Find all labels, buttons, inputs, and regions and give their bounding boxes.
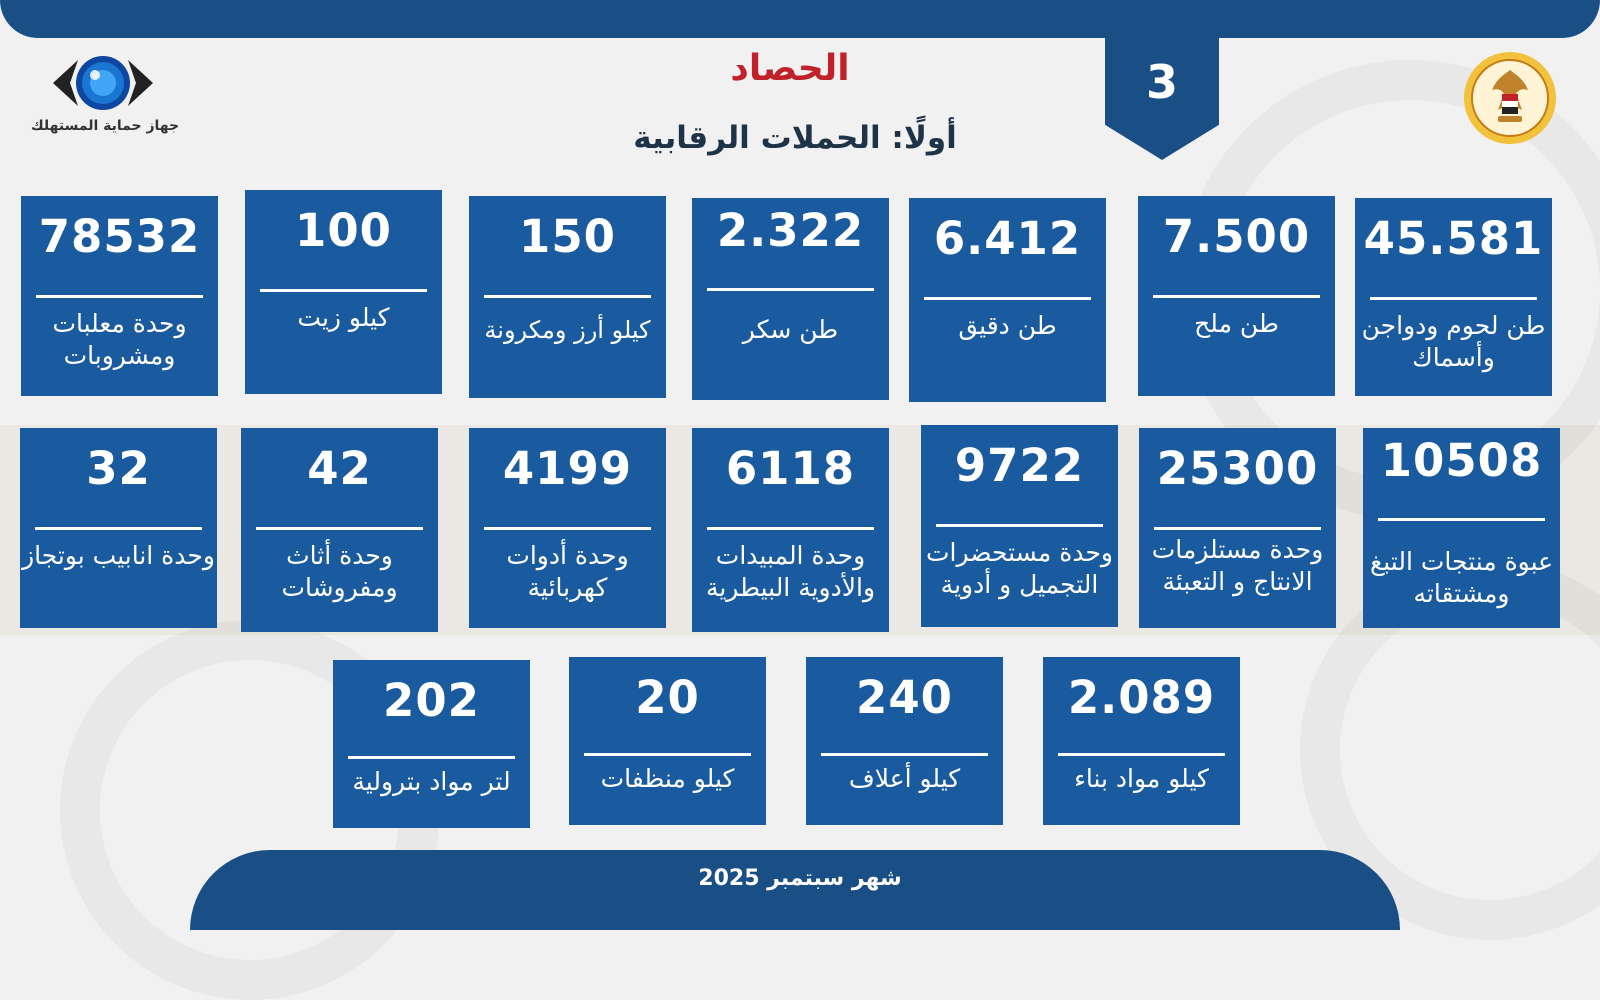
stat-label: طن لحوم ودواجن وأسماك xyxy=(1361,311,1546,372)
stat-value: 42 xyxy=(307,442,372,495)
stat-divider xyxy=(1378,518,1545,521)
stat-label: كيلو مواد بناء xyxy=(1074,764,1209,793)
stat-value: 9722 xyxy=(954,439,1085,492)
stat-card-cosmetics xyxy=(921,425,1118,627)
stat-value: 6118 xyxy=(725,442,856,495)
stat-value: 6.412 xyxy=(933,212,1082,265)
stat-divider xyxy=(821,753,988,756)
stat-value: 4199 xyxy=(502,442,633,495)
stat-card-salt xyxy=(1138,196,1335,396)
stat-divider xyxy=(1370,297,1537,300)
stat-label: وحدة مستحضرات التجميل و أدوية xyxy=(925,538,1114,599)
stat-label: طن دقيق xyxy=(958,311,1057,340)
stat-divider xyxy=(924,297,1091,300)
stat-card-pesticides xyxy=(692,428,889,632)
stat-value: 25300 xyxy=(1156,442,1319,495)
stat-value: 202 xyxy=(383,674,480,727)
consumer-protection-logo xyxy=(20,48,190,143)
page-number: 3 xyxy=(1145,55,1178,109)
stat-label: كيلو زيت xyxy=(297,303,390,332)
page-subtitle: أولًا: الحملات الرقابية xyxy=(633,120,957,156)
organization-name: جهاز حماية المستهلك xyxy=(30,118,180,134)
eye-icon xyxy=(48,48,158,118)
stat-divider xyxy=(484,527,651,530)
stat-value: 150 xyxy=(519,210,616,263)
stat-card-rice-pasta xyxy=(469,196,666,398)
stat-value: 240 xyxy=(856,671,953,724)
stat-value: 7.500 xyxy=(1162,210,1311,263)
stat-label: كيلو أرز ومكرونة xyxy=(484,316,651,344)
stat-card-detergents xyxy=(569,657,766,825)
stat-card-production-supplies xyxy=(1139,428,1336,628)
stat-label: كيلو منظفات xyxy=(600,764,735,793)
stat-card-building-materials xyxy=(1043,657,1240,825)
stat-label: وحدة انابيب بوتجاز xyxy=(22,541,215,570)
stat-divider xyxy=(348,756,515,759)
stat-card-flour xyxy=(909,198,1106,402)
stat-divider xyxy=(707,527,874,530)
stat-card-electrical xyxy=(469,428,666,628)
stat-card-gas-cylinders xyxy=(20,428,217,628)
stat-label: عبوة منتجات التبغ ومشتقاته xyxy=(1369,547,1554,608)
stat-divider xyxy=(1154,527,1321,530)
stat-card-tobacco xyxy=(1363,428,1560,628)
stat-card-furniture xyxy=(241,428,438,632)
stat-divider xyxy=(584,753,751,756)
stat-label: طن ملح xyxy=(1194,309,1279,338)
stat-label: وحدة أثاث ومفروشات xyxy=(281,541,398,602)
stat-divider xyxy=(256,527,423,530)
stat-divider xyxy=(1058,753,1225,756)
stat-card-canned-drinks xyxy=(21,196,218,396)
stat-divider xyxy=(1153,295,1320,298)
stat-divider xyxy=(35,527,202,530)
stat-label: وحدة مستلزمات الانتاج و التعبئة xyxy=(1151,535,1324,596)
stat-label: كيلو أعلاف xyxy=(848,764,961,793)
stat-card-sugar xyxy=(692,198,889,400)
stat-divider xyxy=(707,288,874,291)
stat-value: 32 xyxy=(86,442,151,495)
stat-value: 45.581 xyxy=(1363,212,1544,265)
stat-label: وحدة أدوات كهربائية xyxy=(506,541,629,602)
stat-value: 100 xyxy=(295,204,392,257)
footer-period: شهر سبتمبر 2025 xyxy=(698,866,902,891)
stat-value: 20 xyxy=(635,671,700,724)
stat-card-meat xyxy=(1355,198,1552,396)
stat-divider xyxy=(484,295,651,298)
stat-value: 78532 xyxy=(38,210,201,263)
stat-value: 2.322 xyxy=(716,204,865,257)
page-title: الحصاد xyxy=(730,48,850,89)
stat-divider xyxy=(36,295,203,298)
stat-value: 10508 xyxy=(1380,434,1543,487)
stat-card-animal-feed xyxy=(806,657,1003,825)
stat-card-petroleum xyxy=(333,660,530,828)
stat-label: وحدة معلبات ومشروبات xyxy=(52,309,187,370)
stat-value: 2.089 xyxy=(1067,671,1216,724)
stat-card-oil xyxy=(245,190,442,394)
top-bar xyxy=(0,0,1600,38)
stat-label: طن سكر xyxy=(742,315,839,344)
stat-divider xyxy=(936,524,1103,527)
stat-divider xyxy=(260,289,427,292)
stat-label: لتر مواد بترولية xyxy=(352,767,511,796)
stat-label: وحدة المبيدات والأدوية البيطرية xyxy=(705,541,876,602)
emblem-icon xyxy=(1462,50,1558,146)
